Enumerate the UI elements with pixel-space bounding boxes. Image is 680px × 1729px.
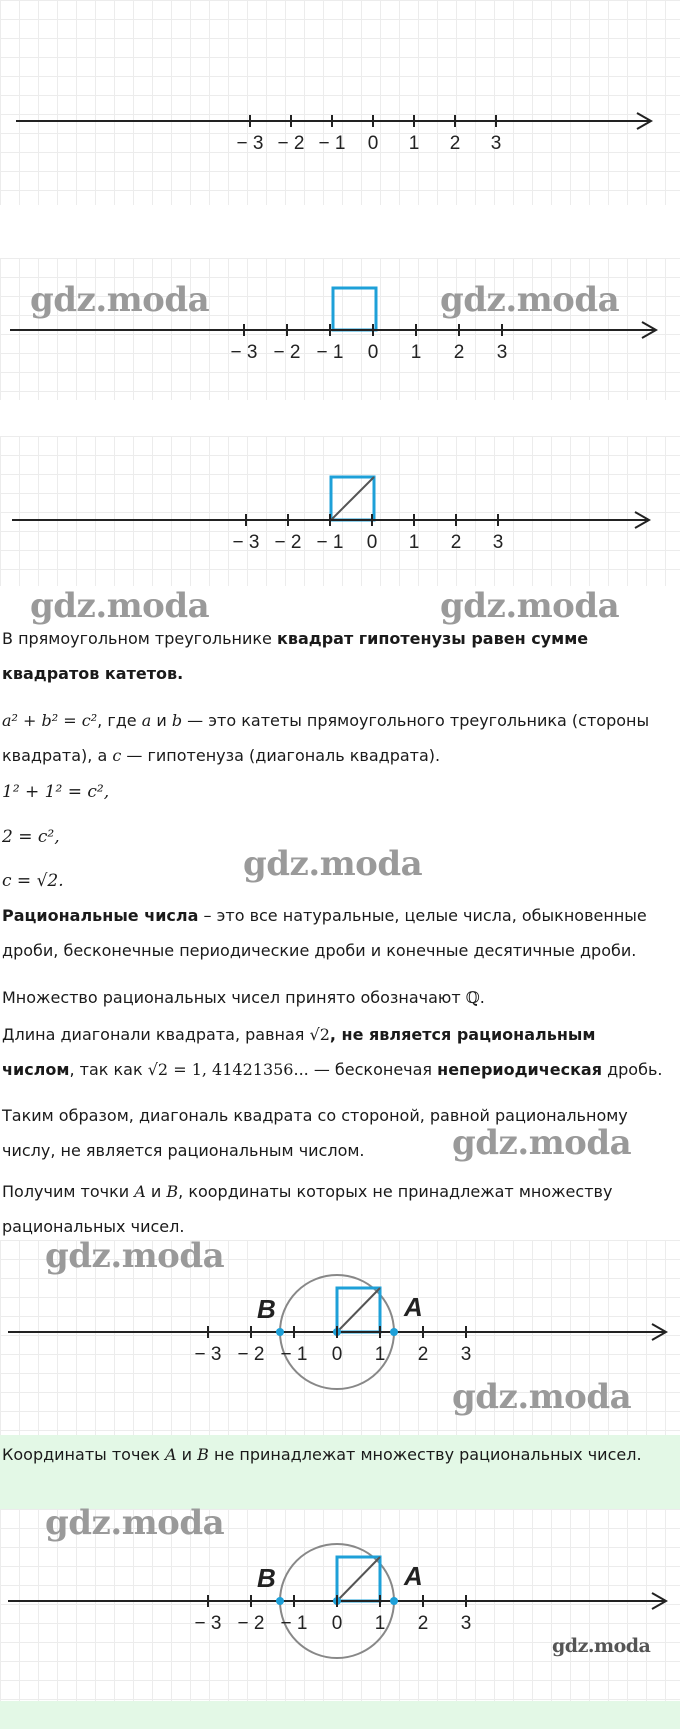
var: B [166, 1182, 179, 1201]
axis-tick-label: 1 [408, 532, 420, 553]
text: В прямоугольном треугольнике [2, 629, 277, 648]
pythagorean-statement [2, 621, 672, 691]
point-a [390, 1328, 398, 1336]
watermark: gdz.moda [45, 1236, 225, 1276]
axis-tick-label: 3 [460, 1344, 472, 1365]
answer-text [2, 1437, 672, 1472]
axis-tick-label: 3 [492, 532, 504, 553]
equation-3: c = √2. [2, 871, 64, 891]
text: — это катеты прямоугольного треугольника (стороны квадрата), а [2, 711, 650, 765]
watermark: gdz.moda [243, 844, 423, 884]
label-a: A [404, 1292, 423, 1322]
square-diagonal [337, 1557, 380, 1601]
var: a [141, 711, 152, 730]
watermark: gdz.moda [30, 280, 210, 320]
points-intro [2, 1174, 672, 1244]
text: — гипотенуза (диагональ квадрата). [121, 746, 441, 765]
bold-text: квадрат гипотенузы равен сумме квадратов катетов. [2, 629, 589, 683]
var: A [165, 1445, 177, 1464]
text: Координаты точек [2, 1445, 166, 1464]
text: Длина диагонали квадрата, равная [2, 1025, 310, 1044]
axis-tick-label: − 3 [194, 1344, 222, 1365]
axis-tick-label: 0 [367, 342, 379, 363]
text: Множество рациональных чисел принято обозначают [2, 988, 466, 1007]
point-b [276, 1597, 284, 1605]
axis-tick-label: − 2 [277, 133, 305, 154]
text: Получим точки [2, 1182, 135, 1201]
axis-tick-label: 3 [490, 133, 502, 154]
axis-tick-label: − 3 [232, 532, 260, 553]
watermark: gdz.moda [440, 586, 620, 626]
axis-tick-label: 2 [417, 1613, 429, 1634]
number-line-figure-4 [0, 1236, 680, 1435]
text: и [176, 1445, 198, 1464]
diagonal-irrational [2, 1017, 672, 1087]
label-b: B [257, 1563, 276, 1593]
axis-tick-label: − 1 [318, 133, 346, 154]
conclusion: Таким образом, диагональ квадрата со стороной, равной рациональному числу, не является рациональным числом. [2, 1106, 628, 1160]
number-line-figure-2 [0, 258, 680, 400]
watermark: gdz.moda [440, 280, 620, 320]
axis-tick-label: − 2 [237, 1613, 265, 1634]
formula: a² + b² = c² [2, 711, 98, 730]
axis-tick-label: − 3 [236, 133, 264, 154]
number-line-3 [0, 436, 680, 586]
square-diagonal [331, 477, 374, 520]
axis-tick-label: − 1 [280, 1613, 308, 1634]
text: , координаты которых не принадлежат множеству рациональных чисел. [2, 1182, 613, 1236]
var: B [197, 1445, 209, 1464]
number-line-figure-3 [0, 436, 680, 586]
formula-explanation [2, 703, 672, 773]
watermark: gdz.moda [45, 1503, 225, 1543]
text: , где [97, 711, 142, 730]
text: — бесконечая [308, 1060, 438, 1079]
point-b [276, 1328, 284, 1336]
axis-tick-label: 0 [331, 1344, 343, 1365]
axis-tick-label: − 2 [274, 532, 302, 553]
unit-square [333, 288, 376, 330]
rational-set-note [2, 980, 672, 1015]
text: , так как [69, 1060, 148, 1079]
answer-box-bottom [0, 1701, 680, 1729]
bold-text: непериодическая [437, 1060, 602, 1079]
axis-tick-label: − 3 [194, 1613, 222, 1634]
axis-tick-label: 2 [450, 532, 462, 553]
axis-tick-label: 1 [374, 1344, 386, 1365]
axis-tick-label: 3 [496, 342, 508, 363]
axis-tick-label: − 1 [316, 342, 344, 363]
watermark: gdz.moda [452, 1377, 632, 1417]
axis-tick-label: 0 [331, 1613, 343, 1634]
sqrt: √2 [309, 1025, 330, 1044]
text: дробь. [602, 1060, 663, 1079]
equation-2: 2 = c², [2, 827, 60, 847]
text: . [479, 988, 485, 1007]
bold-text: Рациональные числа [2, 906, 199, 925]
square-diagonal [337, 1288, 380, 1332]
watermark: gdz.moda [552, 1635, 651, 1657]
number-line-figure-1 [0, 0, 680, 205]
watermark: gdz.moda [452, 1123, 632, 1163]
label-a: A [404, 1561, 423, 1591]
value: √2 = 1, 41421356... [147, 1060, 309, 1079]
text: и [145, 1182, 167, 1201]
axis-tick-label: 0 [366, 532, 378, 553]
axis-tick-label: 1 [408, 133, 420, 154]
answer-box [0, 1435, 680, 1509]
point-a [390, 1597, 398, 1605]
axis-tick-label: 2 [417, 1344, 429, 1365]
var: b [171, 711, 183, 730]
text: не принадлежат множеству рациональных чисел. [208, 1445, 642, 1464]
set-symbol: ℚ [465, 988, 480, 1007]
axis-tick-label: 1 [374, 1613, 386, 1634]
bold-text: , не является рациональным числом [2, 1025, 596, 1079]
axis-tick-label: − 1 [316, 532, 344, 553]
rational-definition [2, 898, 672, 968]
label-b: B [257, 1294, 276, 1324]
watermark: gdz.moda [30, 586, 210, 626]
axis-tick-label: − 2 [273, 342, 301, 363]
number-line-1 [0, 0, 680, 205]
number-line-figure-5 [0, 1503, 680, 1701]
axis-tick-label: 2 [453, 342, 465, 363]
text: – это все натуральные, целые числа, обыкновенные дроби, бесконечные периодические дроби и конечные десятичные дроби. [2, 906, 647, 960]
var: c [112, 746, 122, 765]
axis-tick-label: − 3 [230, 342, 258, 363]
axis-tick-label: − 2 [237, 1344, 265, 1365]
axis-tick-label: 2 [449, 133, 461, 154]
var: A [134, 1182, 146, 1201]
axis-tick-label: 0 [367, 133, 379, 154]
equation-1: 1² + 1² = c², [2, 782, 110, 802]
axis-tick-label: − 1 [280, 1344, 308, 1365]
axis-tick-label: 1 [410, 342, 422, 363]
axis-tick-label: 3 [460, 1613, 472, 1634]
text: и [151, 711, 172, 730]
